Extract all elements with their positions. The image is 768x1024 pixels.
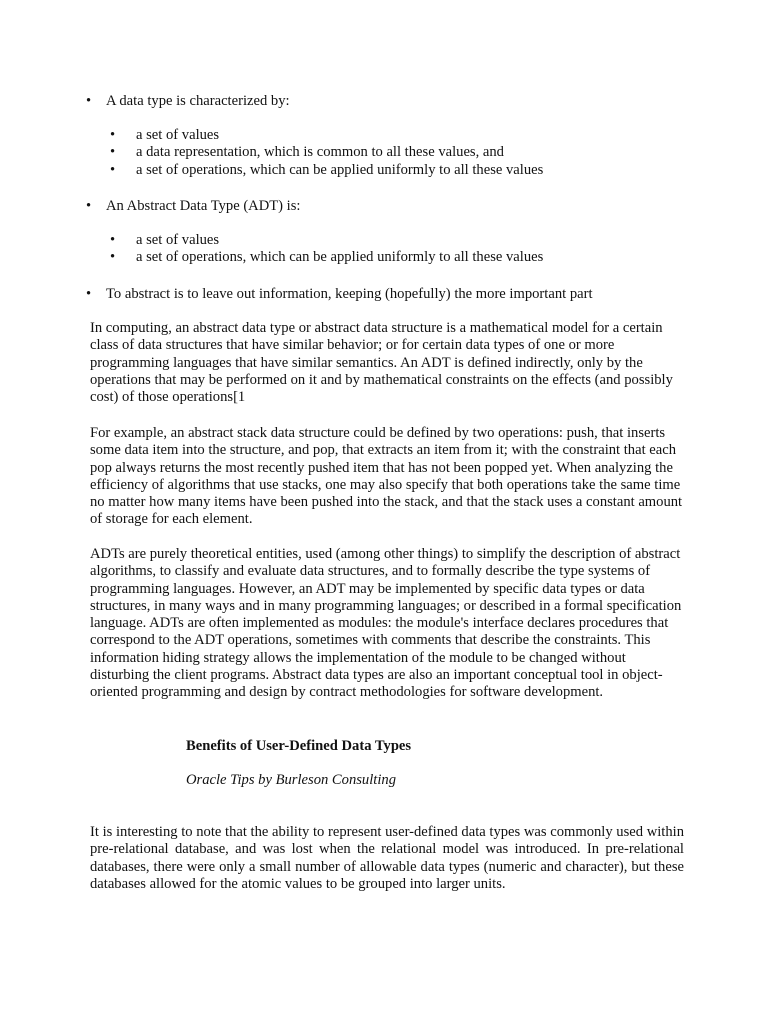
section-subtitle: Oracle Tips by Burleson Consulting (186, 772, 396, 788)
bullet-text: An Abstract Data Type (ADT) is: (106, 198, 301, 214)
section-heading: Benefits of User-Defined Data Types (186, 738, 412, 754)
paragraph-user-defined-types: It is interesting to note that the ability to represent user-defined data types was commonly used within pre-relational database, and was lost when the relational model was introduced. In pre-relational databases, there were only a small number of allowable data types (numeric and character), but these databases allowed for the atomic values to be grouped into larger units. (90, 824, 684, 892)
bullet-icon: • (110, 144, 116, 161)
bullet-icon: • (86, 286, 92, 302)
bullet-icon: • (110, 232, 116, 248)
bullet-text: A data type is characterized by: (106, 93, 290, 109)
paragraph-stack-example: For example, an abstract stack data structure could be defined by two operations: push, that inserts some data item into the structure, and pop, that extracts an item from it; with the constraint that each pop always returns the most recently pushed item that has not been popped yet. When analyzing the efficiency of algorithms that use stacks, one may also specify that both operations take the same time no matter how many items have been pushed into the stack, and that the stack uses a constant amount of storage for each element. (90, 425, 683, 528)
bullet-icon: • (86, 198, 92, 214)
bullet-icon: • (110, 249, 116, 266)
document-page: • A data type is characterized by: • a set of values • a data representation, which is common to all these values, and • a set of operations, which can be applied uniformly to all these values • An Abstract Data Type (ADT) is: • a set of values • a set of operations, which can be applied uniformly to all these values • To abstract is to leave out information, keeping (hopefully) the more important part In computing, an abstract data type or abstract data structure is a mathematical model for a certain class of data structures that have similar behavior; or for certain data types of one or more programming languages that have similar semantics. An ADT is defined indirectly, only by the operations that may be performed on it and by mathematical constraints on the effects (and possibly cost) of those operations[1 For example, an abstract stack data structure could be defined by two operations: push, that inserts some data item into the structure, and pop, that extracts an item from it; with the constraint that each pop always returns the most recently pushed item that has not been popped yet. When analyzing the efficiency of algorithms that use stacks, one may also specify that both operations take the same time no matter how many items have been pushed into the stack, and that the stack uses a constant amount of storage for each element. ADTs are purely theoretical entities, used (among other things) to simplify the description of abstract algorithms, to classify and evaluate data structures, and to formally describe the type systems of programming languages. However, an ADT may be implemented by specific data types or data structures, in many ways and in many programming languages; or described in a formal specification language. ADTs are often implemented as modules: the module's interface declares procedures that correspond to the ADT operations, sometimes with comments that describe the constraints. This information hiding strategy allows the implementation of the module to be changed without disturbing the client programs. Abstract data types are also an important conceptual tool in object-oriented programming and design by contract methodologies for software development. Benefits of User-Defined Data Types Oracle Tips by Burleson Consulting It is interesting to note that the ability to represent user-defined data types was commonly used within pre-relational database, and was lost when the relational model was introduced. In pre-relational databases, there were only a small number of allowable data types (numeric and character), but these databases allowed for the atomic values to be grouped into larger units. (86, 93, 684, 892)
bullet-icon: • (86, 93, 92, 109)
paragraph-adt-theory: ADTs are purely theoretical entities, used (among other things) to simplify the description of abstract algorithms, to classify and evaluate data structures, and to formally describe the type systems of programming languages. However, an ADT may be implemented by specific data types or data structures, in many ways and in many programming languages; or described in a formal specification language. ADTs are often implemented as modules: the module's interface declares procedures that correspond to the ADT operations, sometimes with comments that describe the constraints. This information hiding strategy allows the implementation of the module to be changed without disturbing the client programs. Abstract data types are also an important conceptual tool in object-oriented programming and design by contract methodologies for software development. (90, 546, 682, 701)
bullet-icon: • (110, 161, 116, 178)
bullet-text: To abstract is to leave out information, keeping (hopefully) the more important part (106, 286, 593, 302)
paragraph-adt-definition: In computing, an abstract data type or abstract data structure is a mathematical model for a certain class of data structures that have similar behavior; or for certain data types of one or more programming languages that have similar semantics. An ADT is defined indirectly, only by the operations that may be performed on it and by mathematical constraints on the effects (and possibly cost) of those operations[1 (90, 320, 673, 406)
bullet-icon: • (110, 127, 116, 143)
